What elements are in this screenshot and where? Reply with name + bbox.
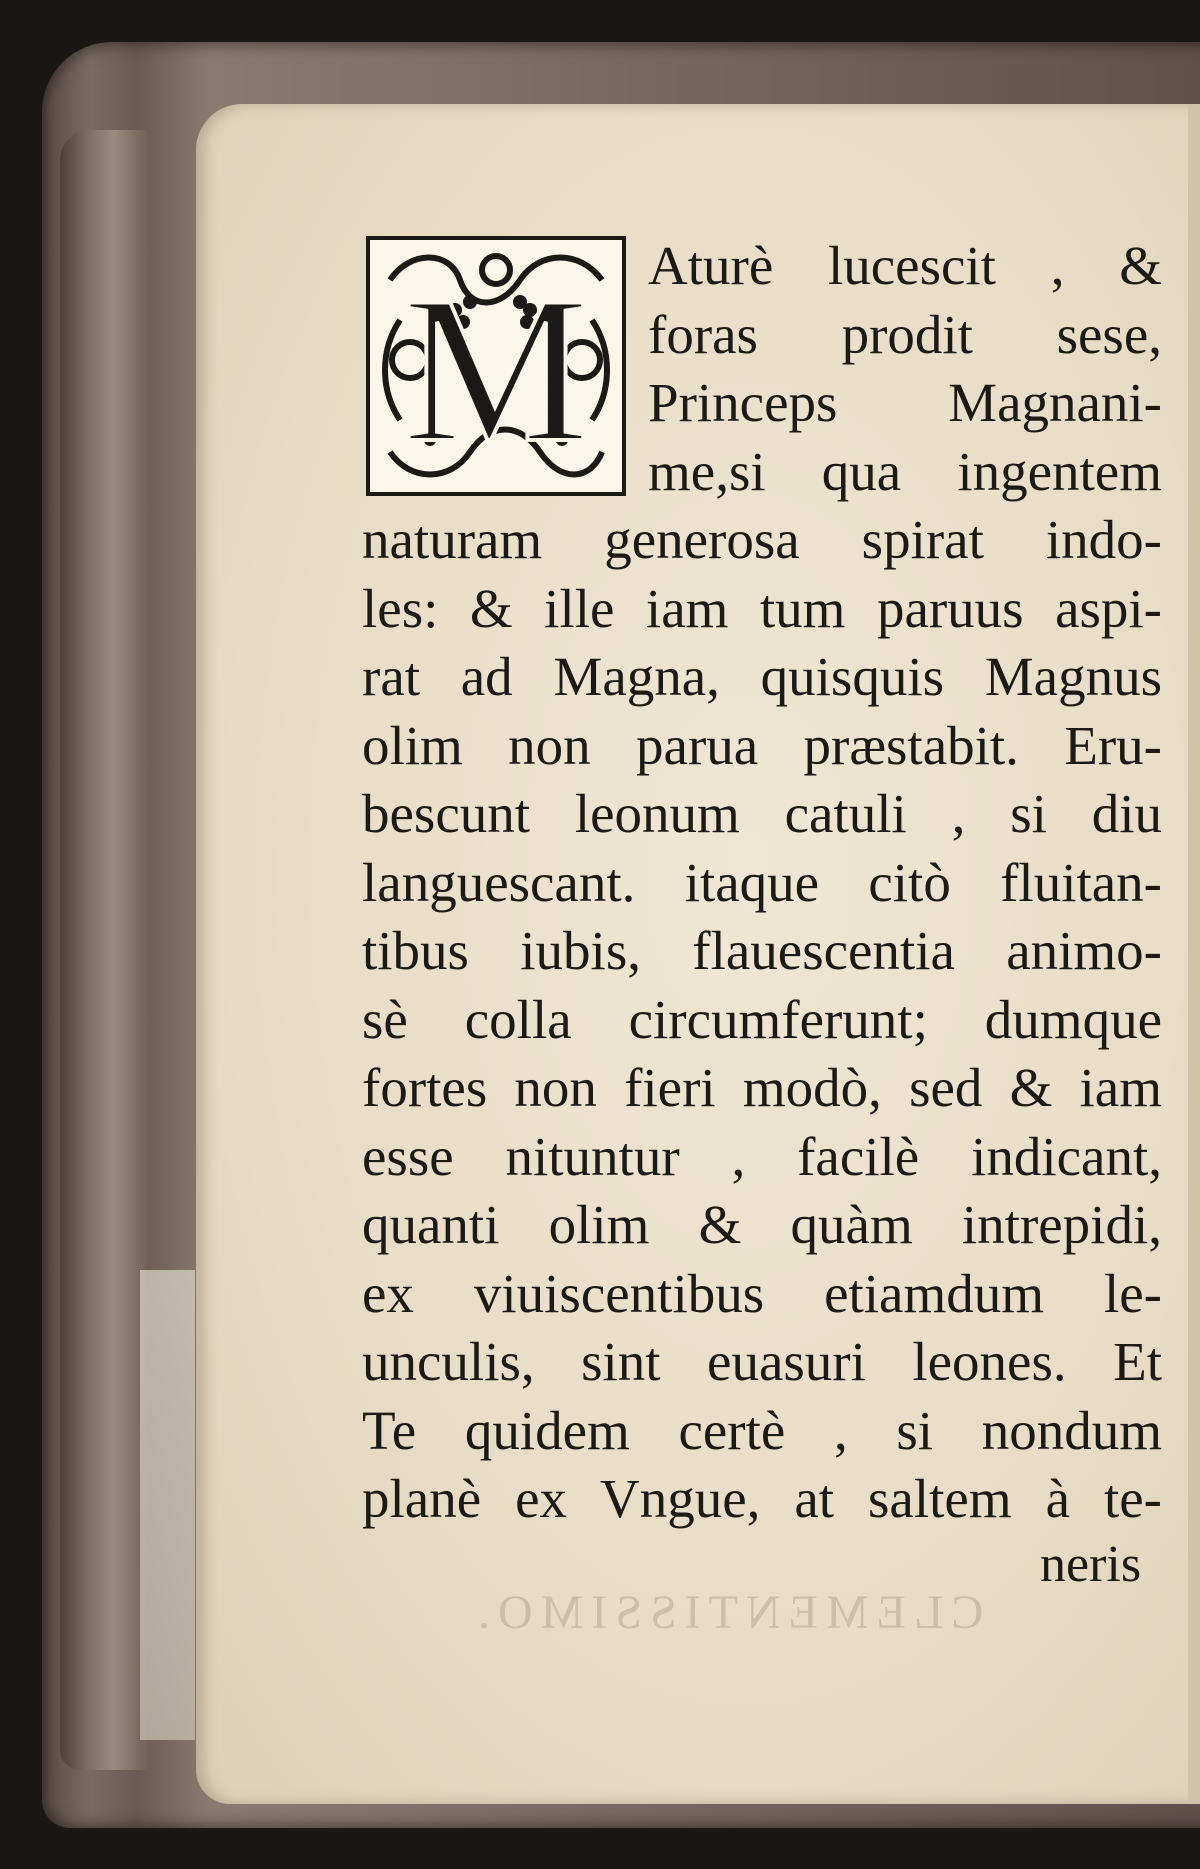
text-line: bescunt leonum catuli , si diu bbox=[362, 783, 1162, 844]
text-line: olim non parua præstabit. Eru- bbox=[362, 714, 1162, 776]
text-line: foras prodit sese, bbox=[648, 303, 1162, 365]
text-line: fortes non fieri modò, sed & iam bbox=[362, 1057, 1162, 1118]
text-line: sè colla circumferunt; dumque bbox=[362, 988, 1162, 1050]
text-line: planè ex Vngue, at saltem à te- bbox=[362, 1468, 1162, 1529]
text-line: tibus iubis, flauescentia animo- bbox=[362, 920, 1162, 981]
svg-text:M: M bbox=[402, 254, 590, 486]
text-line: quanti olim & quàm intrepidi, bbox=[362, 1194, 1162, 1255]
text-line: unculis, sint euasuri leones. Et bbox=[362, 1331, 1162, 1392]
text-line: Te quidem certè , si nondum bbox=[362, 1399, 1162, 1461]
binding-strip bbox=[140, 1270, 195, 1740]
text-line: languescant. itaque citò fluitan- bbox=[362, 851, 1162, 913]
text-line: Princeps Magnani- bbox=[648, 372, 1162, 433]
page-edge bbox=[1188, 104, 1200, 1804]
text-line: esse nituntur , facilè indicant, bbox=[362, 1125, 1162, 1187]
text-line: Aturè lucescit , & bbox=[648, 235, 1162, 296]
catchword: neris bbox=[1040, 1536, 1142, 1593]
text-line: rat ad Magna, quisquis Magnus bbox=[362, 646, 1162, 707]
cover-edge bbox=[60, 130, 150, 1770]
body-text bbox=[362, 232, 1162, 1534]
text-line: les: & ille iam tum paruus aspi- bbox=[362, 577, 1162, 639]
text-line: naturam generosa spirat indo- bbox=[362, 509, 1162, 570]
text-line: ex viuiscentibus etiamdum le- bbox=[362, 1262, 1162, 1324]
text-line: me,si qua ingentem bbox=[648, 440, 1162, 502]
bleed-through-text: CLEMENTISSIMO. bbox=[470, 1586, 984, 1639]
